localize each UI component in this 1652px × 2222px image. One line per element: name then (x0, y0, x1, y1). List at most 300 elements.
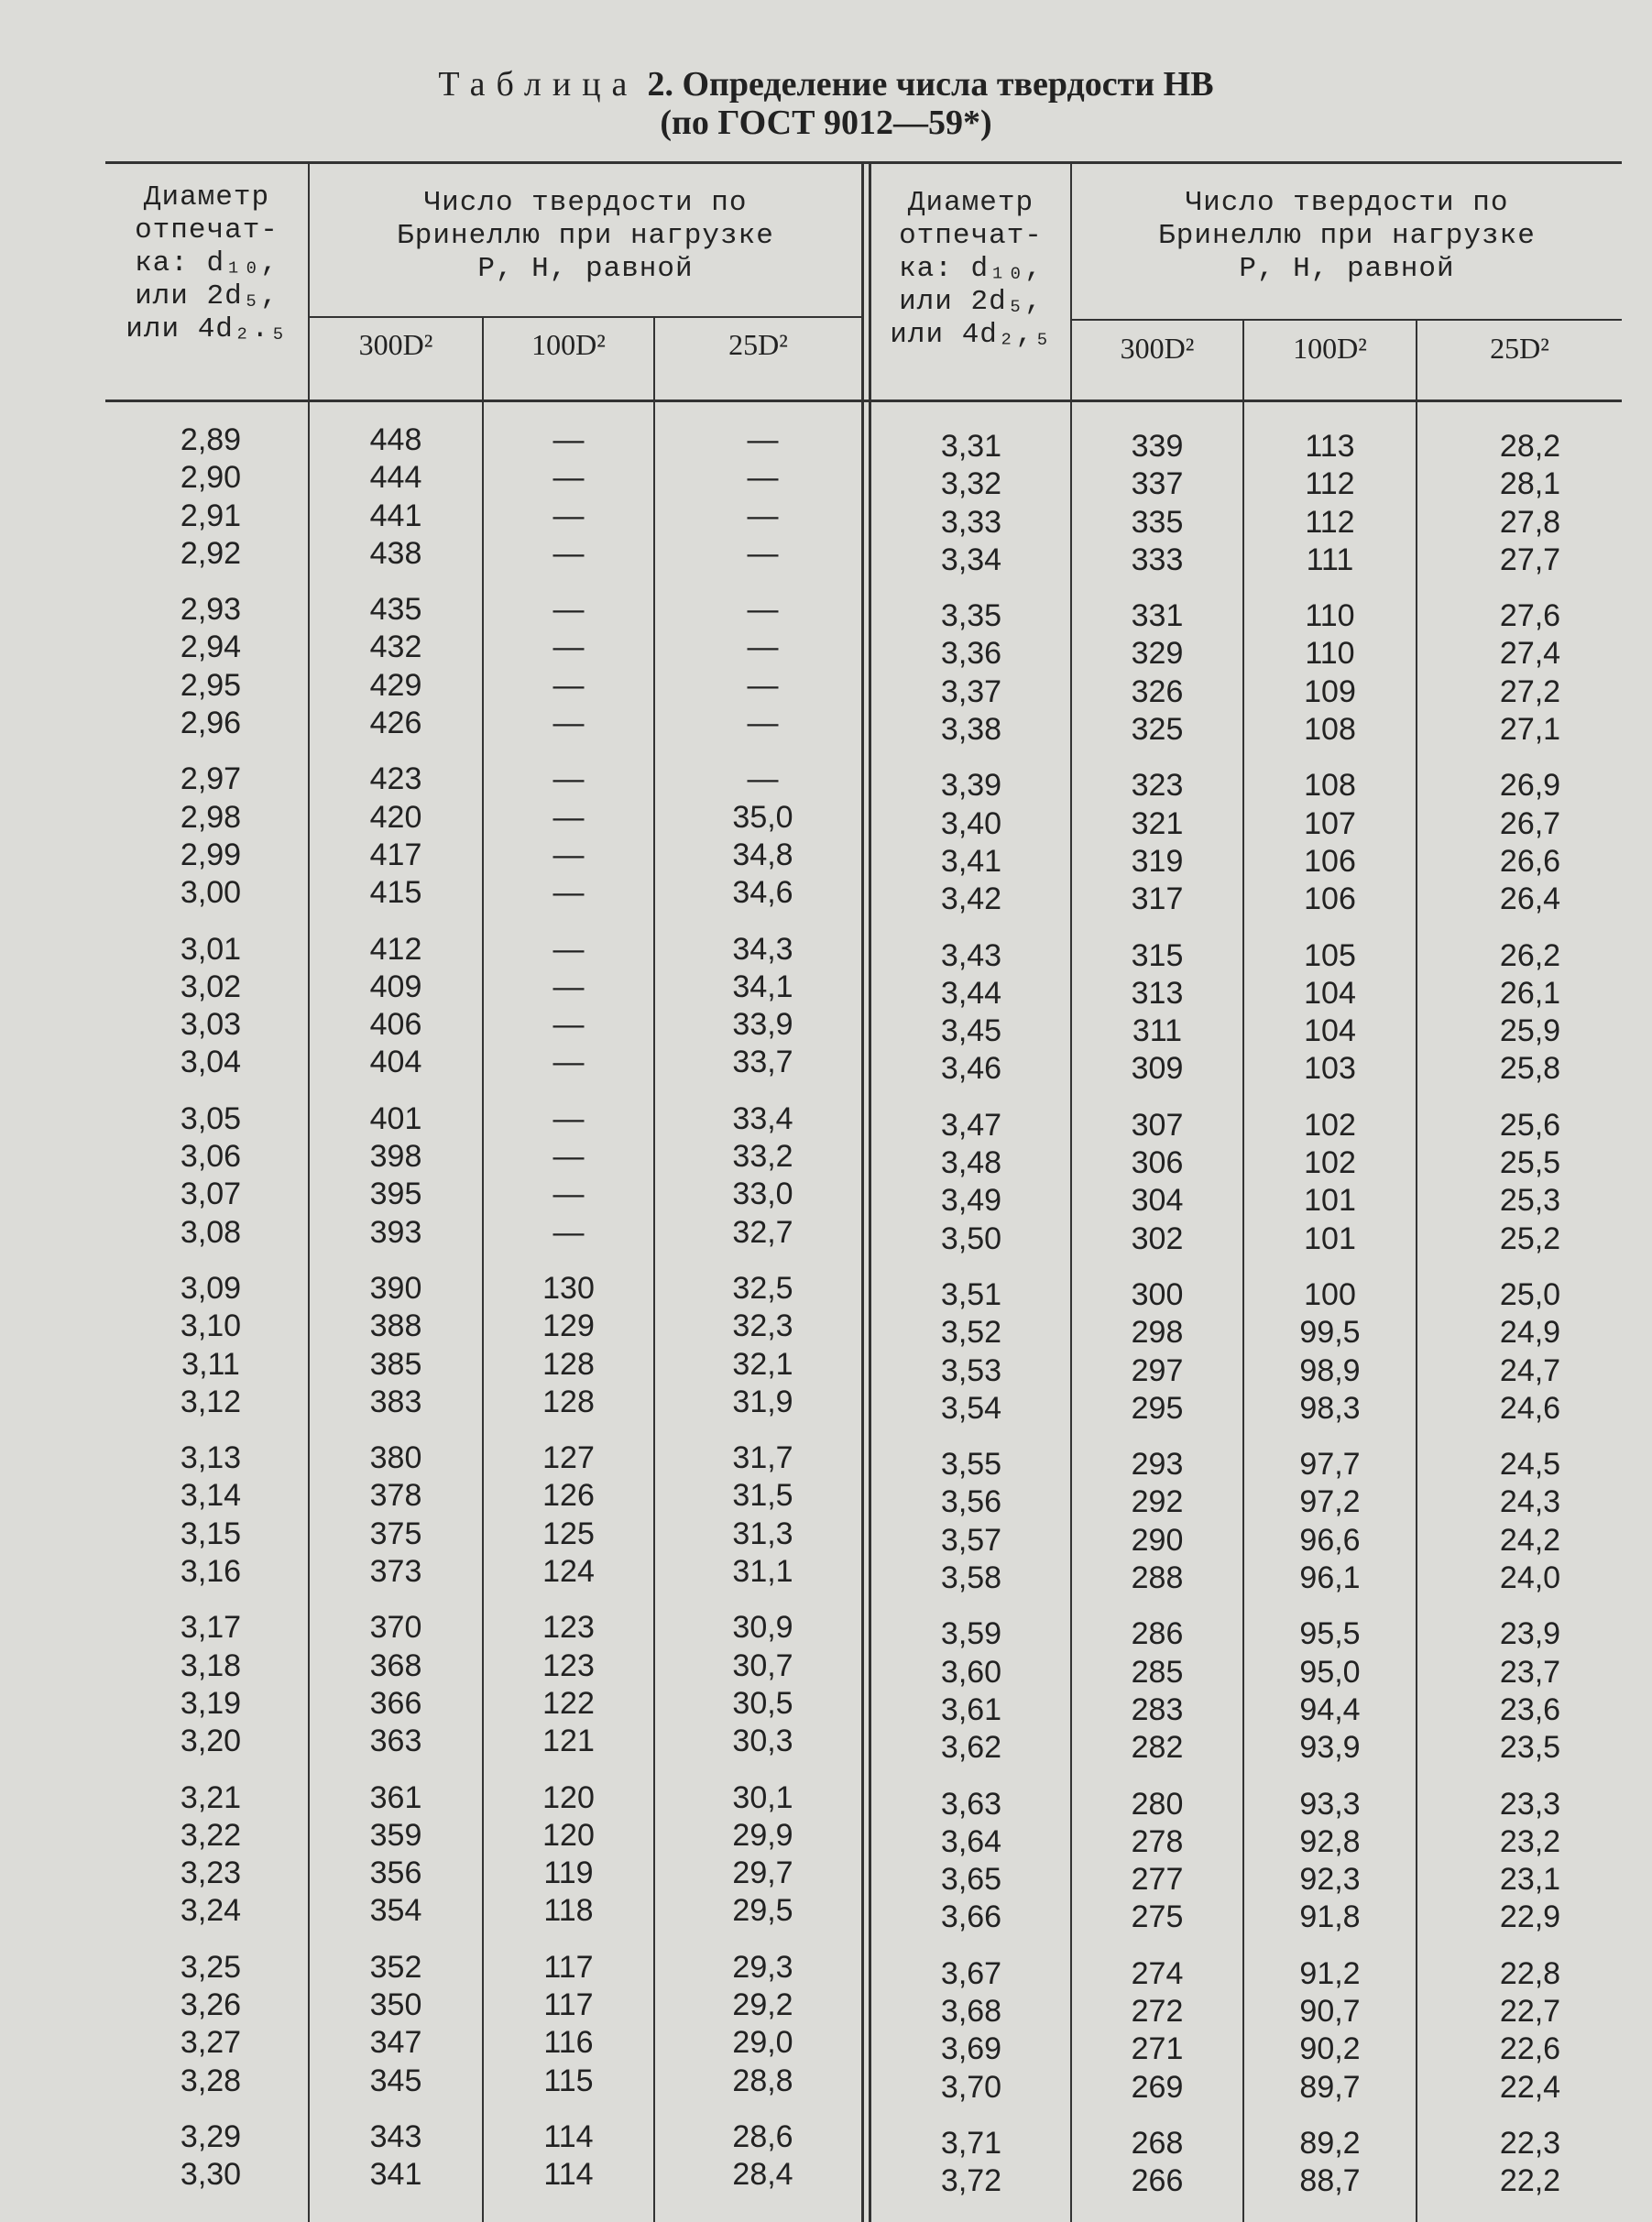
table-cell: 103 (1304, 1051, 1356, 1087)
table-cell: 35,0 (732, 799, 793, 835)
table-cell: — (747, 422, 779, 457)
table-cell: 31,5 (732, 1478, 793, 1514)
table-cell: 278 (1131, 1823, 1184, 1859)
table-cell: 3,69 (940, 2031, 1002, 2067)
table-cell: 290 (1131, 1522, 1184, 1558)
right-hb100-column (1244, 428, 1416, 2200)
table-cell: 343 (369, 2118, 422, 2154)
table-cell: — (552, 931, 585, 967)
table-cell: 3,17 (180, 1610, 242, 1646)
table-cell: 28,8 (732, 2063, 793, 2098)
table-cell: 356 (369, 1855, 422, 1891)
table-cell: — (747, 535, 779, 571)
table-cell: 128 (542, 1346, 595, 1382)
table-cell: 268 (1131, 2125, 1184, 2161)
table-cell: 3,31 (940, 429, 1002, 464)
center-double-rule (869, 161, 871, 2222)
table-cell: 2,91 (180, 498, 242, 533)
left-hb25-column (664, 421, 861, 2194)
table-subtitle: (по ГОСТ 9012—59*) (660, 104, 992, 142)
table-cell: — (552, 422, 585, 457)
table-cell: 398 (369, 1139, 422, 1175)
table-cell: 28,4 (732, 2157, 793, 2193)
table-cell: 426 (369, 706, 422, 741)
table-cell: 3,68 (940, 1993, 1002, 2029)
table-cell: 3,16 (180, 1554, 242, 1590)
table-cell: 27,8 (1499, 504, 1561, 540)
table-cell: — (747, 460, 779, 496)
table-cell: 34,6 (732, 875, 793, 911)
table-cell: 96,6 (1299, 1522, 1361, 1558)
table-cell: 90,2 (1299, 2031, 1361, 2067)
table-cell: 361 (369, 1779, 422, 1815)
table-cell: 2,99 (180, 837, 242, 872)
table-cell: 97,2 (1299, 1484, 1361, 1520)
table-cell: 3,58 (940, 1560, 1002, 1596)
table-cell: 438 (369, 535, 422, 571)
table-cell: 27,6 (1499, 598, 1561, 634)
load-100-header-left: 100D² (531, 328, 606, 361)
table-cell: 274 (1131, 1955, 1184, 1991)
table-cell: 283 (1131, 1691, 1184, 1727)
table-cell: 97,7 (1299, 1447, 1361, 1483)
table-cell: 3,23 (180, 1855, 242, 1891)
table-cell: 368 (369, 1647, 422, 1683)
table-cell: 331 (1131, 598, 1184, 634)
table-cell: 285 (1131, 1654, 1184, 1690)
table-cell: 423 (369, 761, 422, 797)
table-cell: 3,32 (940, 466, 1002, 502)
table-cell: 2,90 (180, 460, 242, 496)
table-cell: 95,0 (1299, 1654, 1361, 1690)
table-cell: — (747, 706, 779, 741)
table-cell: 401 (369, 1100, 422, 1136)
table-cell: 3,60 (940, 1654, 1002, 1690)
table-cell: 115 (543, 2063, 594, 2098)
table-cell: 128 (542, 1384, 595, 1419)
table-cell: 22,8 (1499, 1955, 1561, 1991)
table-cell: 25,0 (1499, 1276, 1561, 1312)
table-cell: 27,4 (1499, 636, 1561, 672)
right-diameter-column (889, 428, 1054, 2200)
table-cell: 33,9 (732, 1007, 793, 1043)
table-cell: 3,59 (940, 1616, 1002, 1652)
table-cell: 3,11 (181, 1346, 240, 1382)
table-cell: 339 (1131, 429, 1184, 464)
table-cell: 329 (1131, 636, 1184, 672)
table-cell: 3,24 (180, 1893, 242, 1929)
table-cell: 3,63 (940, 1786, 1002, 1822)
table-cell: 277 (1131, 1862, 1184, 1898)
table-cell: 125 (542, 1516, 595, 1551)
table-cell: 106 (1304, 881, 1356, 917)
table-cell: 2,92 (180, 535, 242, 571)
table-cell: — (552, 875, 585, 911)
table-cell: 3,14 (180, 1478, 242, 1514)
table-cell: 288 (1131, 1560, 1184, 1596)
table-cell: 300 (1131, 1276, 1184, 1312)
table-cell: 31,1 (732, 1554, 793, 1590)
table-cell: 28,1 (1499, 466, 1561, 502)
table-cell: 28,6 (732, 2118, 793, 2154)
table-cell: 2,89 (180, 422, 242, 457)
table-cell: 3,03 (180, 1007, 242, 1043)
table-cell: 298 (1131, 1315, 1184, 1351)
table-cell: 117 (543, 1949, 594, 1985)
table-cell: 108 (1304, 712, 1356, 748)
table-cell: 435 (369, 592, 422, 628)
center-double-rule (861, 161, 864, 2222)
table-cell: — (552, 1177, 585, 1212)
table-cell: 30,1 (732, 1779, 793, 1815)
table-cell: 385 (369, 1346, 422, 1382)
table-cell: 429 (369, 667, 422, 703)
table-cell: 354 (369, 1893, 422, 1929)
table-cell: 100 (1304, 1276, 1356, 1312)
table-cell: 3,21 (180, 1779, 242, 1815)
load-300-header-left: 300D² (358, 328, 433, 361)
table-cell: 3,72 (940, 2163, 1002, 2199)
table-cell: — (552, 761, 585, 797)
left-hb100-column (484, 421, 653, 2194)
table-cell: 29,9 (732, 1817, 793, 1853)
table-cell: 98,3 (1299, 1390, 1361, 1426)
table-cell: 3,38 (940, 712, 1002, 748)
table-cell: 32,5 (732, 1270, 793, 1306)
table-cell: 3,08 (180, 1214, 242, 1250)
load-header-rule-left (308, 316, 862, 318)
table-cell: 26,4 (1499, 881, 1561, 917)
table-cell: 432 (369, 629, 422, 665)
table-cell: 3,41 (940, 843, 1002, 879)
table-cell: 30,7 (732, 1647, 793, 1683)
table-cell: 3,18 (180, 1647, 242, 1683)
table-cell: 3,34 (940, 542, 1002, 577)
table-cell: 23,1 (1499, 1862, 1561, 1898)
table-cell: 24,6 (1499, 1390, 1561, 1426)
table-cell: 3,13 (180, 1440, 242, 1476)
table-cell: 104 (1304, 975, 1356, 1011)
table-cell: 96,1 (1299, 1560, 1361, 1596)
table-cell: 22,4 (1499, 2069, 1561, 2105)
col-divider (1416, 319, 1417, 2222)
table-cell: 122 (542, 1685, 595, 1721)
table-cell: 30,5 (732, 1685, 793, 1721)
table-cell: 3,28 (180, 2063, 242, 2098)
table-cell: 3,04 (180, 1045, 242, 1080)
table-cell: 34,1 (732, 969, 793, 1004)
table-cell: 126 (542, 1478, 595, 1514)
table-cell: 282 (1131, 1730, 1184, 1766)
table-cell: 24,3 (1499, 1484, 1561, 1520)
table-cell: 31,7 (732, 1440, 793, 1476)
table-cell: — (552, 1007, 585, 1043)
table-cell: 123 (542, 1647, 595, 1683)
table-cell: 106 (1304, 843, 1356, 879)
table-cell: 302 (1131, 1220, 1184, 1256)
table-cell: 295 (1131, 1390, 1184, 1426)
table-cell: 3,42 (940, 881, 1002, 917)
table-cell: 335 (1131, 504, 1184, 540)
table-cell: 89,7 (1299, 2069, 1361, 2105)
table-cell: 25,5 (1499, 1145, 1561, 1181)
table-cell: — (747, 498, 779, 533)
right-hb25-column (1439, 428, 1622, 2200)
table-cell: 110 (1305, 636, 1355, 672)
table-cell: 119 (543, 1855, 594, 1891)
table-cell: 25,8 (1499, 1051, 1561, 1087)
table-cell: 27,2 (1499, 673, 1561, 709)
table-cell: 3,02 (180, 969, 242, 1004)
table-cell: — (552, 592, 585, 628)
table-cell: 28,2 (1499, 429, 1561, 464)
table-cell: 94,4 (1299, 1691, 1361, 1727)
table-cell: 375 (369, 1516, 422, 1551)
table-cell: 420 (369, 799, 422, 835)
table-cell: 2,94 (180, 629, 242, 665)
table-cell: 93,9 (1299, 1730, 1361, 1766)
table-cell: — (552, 799, 585, 835)
table-cell: 3,36 (940, 636, 1002, 672)
table-cell: 33,0 (732, 1177, 793, 1212)
title-text: 2. Определение числа твердости HB (647, 65, 1214, 104)
table-cell: 101 (1304, 1220, 1356, 1256)
table-cell: 326 (1131, 673, 1184, 709)
table-cell: 297 (1131, 1352, 1184, 1388)
table-cell: 3,05 (180, 1100, 242, 1136)
table-cell: 352 (369, 1949, 422, 1985)
table-cell: 313 (1131, 975, 1184, 1011)
table-cell: 110 (1305, 598, 1355, 634)
left-diameter-column (128, 421, 293, 2194)
table-cell: — (552, 667, 585, 703)
diameter-header-left: Диаметр отпечат- ка: d₁₀, или 2d₅, или 4d₂.₅ (126, 181, 288, 345)
table-cell: 25,6 (1499, 1107, 1561, 1143)
table-cell: 26,9 (1499, 768, 1561, 804)
table-cell: — (747, 761, 779, 797)
table-cell: 34,8 (732, 837, 793, 872)
load-header-rule-right (1070, 319, 1622, 321)
table-cell: 3,55 (940, 1447, 1002, 1483)
table-cell: 3,37 (940, 673, 1002, 709)
table-cell: 102 (1304, 1107, 1356, 1143)
table-cell: 3,45 (940, 1013, 1002, 1049)
table-cell: 90,7 (1299, 1993, 1361, 2029)
table-cell: 32,7 (732, 1214, 793, 1250)
table-cell: 395 (369, 1177, 422, 1212)
table-cell: 448 (369, 422, 422, 457)
table-cell: 29,2 (732, 1987, 793, 2022)
table-cell: — (552, 969, 585, 1004)
table-cell: 23,3 (1499, 1786, 1561, 1822)
table-cell: 350 (369, 1987, 422, 2022)
table-cell: 88,7 (1299, 2163, 1361, 2199)
table-cell: 275 (1131, 1899, 1184, 1935)
hardness-header-right: Число твердости по Бринеллю при нагрузке P, Н, равной (1158, 187, 1536, 285)
table-cell: 3,47 (940, 1107, 1002, 1143)
table-cell: 112 (1305, 466, 1355, 502)
table-cell: 2,93 (180, 592, 242, 628)
col-divider (653, 316, 655, 2222)
table-cell: 3,53 (940, 1352, 1002, 1388)
table-cell: 23,5 (1499, 1730, 1561, 1766)
table-cell: 3,54 (940, 1390, 1002, 1426)
table-cell: 22,2 (1499, 2163, 1561, 2199)
table-cell: 3,46 (940, 1051, 1002, 1087)
table-cell: 29,5 (732, 1893, 793, 1929)
table-cell: 286 (1131, 1616, 1184, 1652)
table-cell: — (552, 1100, 585, 1136)
table-cell: 27,1 (1499, 712, 1561, 748)
table-cell: 3,51 (940, 1276, 1002, 1312)
table-cell: 3,07 (180, 1177, 242, 1212)
table-cell: 417 (369, 837, 422, 872)
table-cell: 315 (1131, 937, 1184, 973)
table-cell: 383 (369, 1384, 422, 1419)
table-cell: 24,9 (1499, 1315, 1561, 1351)
table-cell: 92,3 (1299, 1862, 1361, 1898)
diameter-header-right: Диаметр отпечат- ка: d₁₀, или 2d₅, или 4d₂,₅ (890, 187, 1052, 351)
table-cell: 24,7 (1499, 1352, 1561, 1388)
table-cell: 123 (542, 1610, 595, 1646)
table-cell: 292 (1131, 1484, 1184, 1520)
table-cell: 3,10 (180, 1308, 242, 1344)
table-cell: 32,1 (732, 1346, 793, 1382)
table-cell: 388 (369, 1308, 422, 1344)
table-cell: 26,6 (1499, 843, 1561, 879)
table-cell: 24,5 (1499, 1447, 1561, 1483)
table-cell: 3,65 (940, 1862, 1002, 1898)
table-cell: 92,8 (1299, 1823, 1361, 1859)
table-cell: 124 (542, 1554, 595, 1590)
table-cell: 3,49 (940, 1183, 1002, 1219)
table-cell: 271 (1131, 2031, 1184, 2067)
table-cell: 3,09 (180, 1270, 242, 1306)
table-cell: 93,3 (1299, 1786, 1361, 1822)
table-cell: 30,9 (732, 1610, 793, 1646)
hardness-header-left: Число твердости по Бринеллю при нагрузке P, Н, равной (397, 187, 774, 285)
table-cell: 3,22 (180, 1817, 242, 1853)
table-cell: 26,7 (1499, 805, 1561, 841)
table-cell: 3,27 (180, 2025, 242, 2061)
table-cell: 3,57 (940, 1522, 1002, 1558)
table-cell: 91,2 (1299, 1955, 1361, 1991)
table-cell: 319 (1131, 843, 1184, 879)
right-hb300-column (1072, 428, 1242, 2200)
table-cell: 22,9 (1499, 1899, 1561, 1935)
table-cell: 104 (1304, 1013, 1356, 1049)
table-cell: — (552, 1214, 585, 1250)
table-cell: 102 (1304, 1145, 1356, 1181)
table-cell: 2,95 (180, 667, 242, 703)
table-cell: 3,70 (940, 2069, 1002, 2105)
table-cell: — (552, 1045, 585, 1080)
table-cell: 2,98 (180, 799, 242, 835)
table-cell: 390 (369, 1270, 422, 1306)
load-25-header-right: 25D² (1490, 332, 1549, 365)
table-cell: 3,43 (940, 937, 1002, 973)
table-cell: 3,67 (940, 1955, 1002, 1991)
table-cell: 101 (1304, 1183, 1356, 1219)
table-cell: 3,19 (180, 1685, 242, 1721)
table-cell: 3,01 (180, 931, 242, 967)
table-cell: 107 (1304, 805, 1356, 841)
table-cell: 25,3 (1499, 1183, 1561, 1219)
table-cell: 269 (1131, 2069, 1184, 2105)
table-cell: 22,6 (1499, 2031, 1561, 2067)
table-cell: 3,61 (940, 1691, 1002, 1727)
table-cell: 31,9 (732, 1384, 793, 1419)
table-cell: 26,2 (1499, 937, 1561, 973)
table-cell: 120 (542, 1779, 595, 1815)
table-cell: 29,7 (732, 1855, 793, 1891)
table-cell: 3,64 (940, 1823, 1002, 1859)
table-cell: 2,96 (180, 706, 242, 741)
table-cell: 409 (369, 969, 422, 1004)
table-cell: 341 (369, 2157, 422, 2193)
table-cell: 25,2 (1499, 1220, 1561, 1256)
table-cell: 366 (369, 1685, 422, 1721)
table-cell: 323 (1131, 768, 1184, 804)
table-cell: — (552, 460, 585, 496)
table-cell: 24,2 (1499, 1522, 1561, 1558)
table-cell: 333 (1131, 542, 1184, 577)
table-cell: 109 (1304, 673, 1356, 709)
left-hb300-column (310, 421, 482, 2194)
table-cell: 112 (1305, 504, 1355, 540)
table-cell: 114 (543, 2157, 594, 2193)
table-cell: 3,12 (180, 1384, 242, 1419)
load-100-header-right: 100D² (1293, 332, 1367, 365)
table-cell: 114 (543, 2118, 594, 2154)
table-cell: 3,50 (940, 1220, 1002, 1256)
table-cell: 116 (543, 2025, 594, 2061)
table-cell: 3,44 (940, 975, 1002, 1011)
table-cell: 111 (1306, 542, 1354, 577)
table-cell: 3,66 (940, 1899, 1002, 1935)
table-cell: 3,35 (940, 598, 1002, 634)
table-cell: 3,52 (940, 1315, 1002, 1351)
table-cell: 370 (369, 1610, 422, 1646)
table-cell: 3,71 (940, 2125, 1002, 2161)
table-cell: 3,00 (180, 875, 242, 911)
load-25-header-left: 25D² (728, 328, 788, 361)
table-cell: 23,7 (1499, 1654, 1561, 1690)
table-cell: 317 (1131, 881, 1184, 917)
table-cell: 23,9 (1499, 1616, 1561, 1652)
table-cell: 22,3 (1499, 2125, 1561, 2161)
table-cell: — (747, 592, 779, 628)
table-cell: 33,4 (732, 1100, 793, 1136)
table-cell: 406 (369, 1007, 422, 1043)
table-cell: 293 (1131, 1447, 1184, 1483)
table-cell: — (552, 535, 585, 571)
table-cell: 118 (543, 1893, 594, 1929)
table-cell: 27,7 (1499, 542, 1561, 577)
table-cell: 441 (369, 498, 422, 533)
table-cell: 105 (1304, 937, 1356, 973)
table-cell: 3,56 (940, 1484, 1002, 1520)
table-cell: 3,39 (940, 768, 1002, 804)
table-cell: 33,7 (732, 1045, 793, 1080)
table-cell: 304 (1131, 1183, 1184, 1219)
table-cell: 3,15 (180, 1516, 242, 1551)
table-cell: 306 (1131, 1145, 1184, 1181)
table-cell: 363 (369, 1724, 422, 1759)
table-cell: — (552, 837, 585, 872)
table-cell: 23,2 (1499, 1823, 1561, 1859)
table-cell: 3,62 (940, 1730, 1002, 1766)
